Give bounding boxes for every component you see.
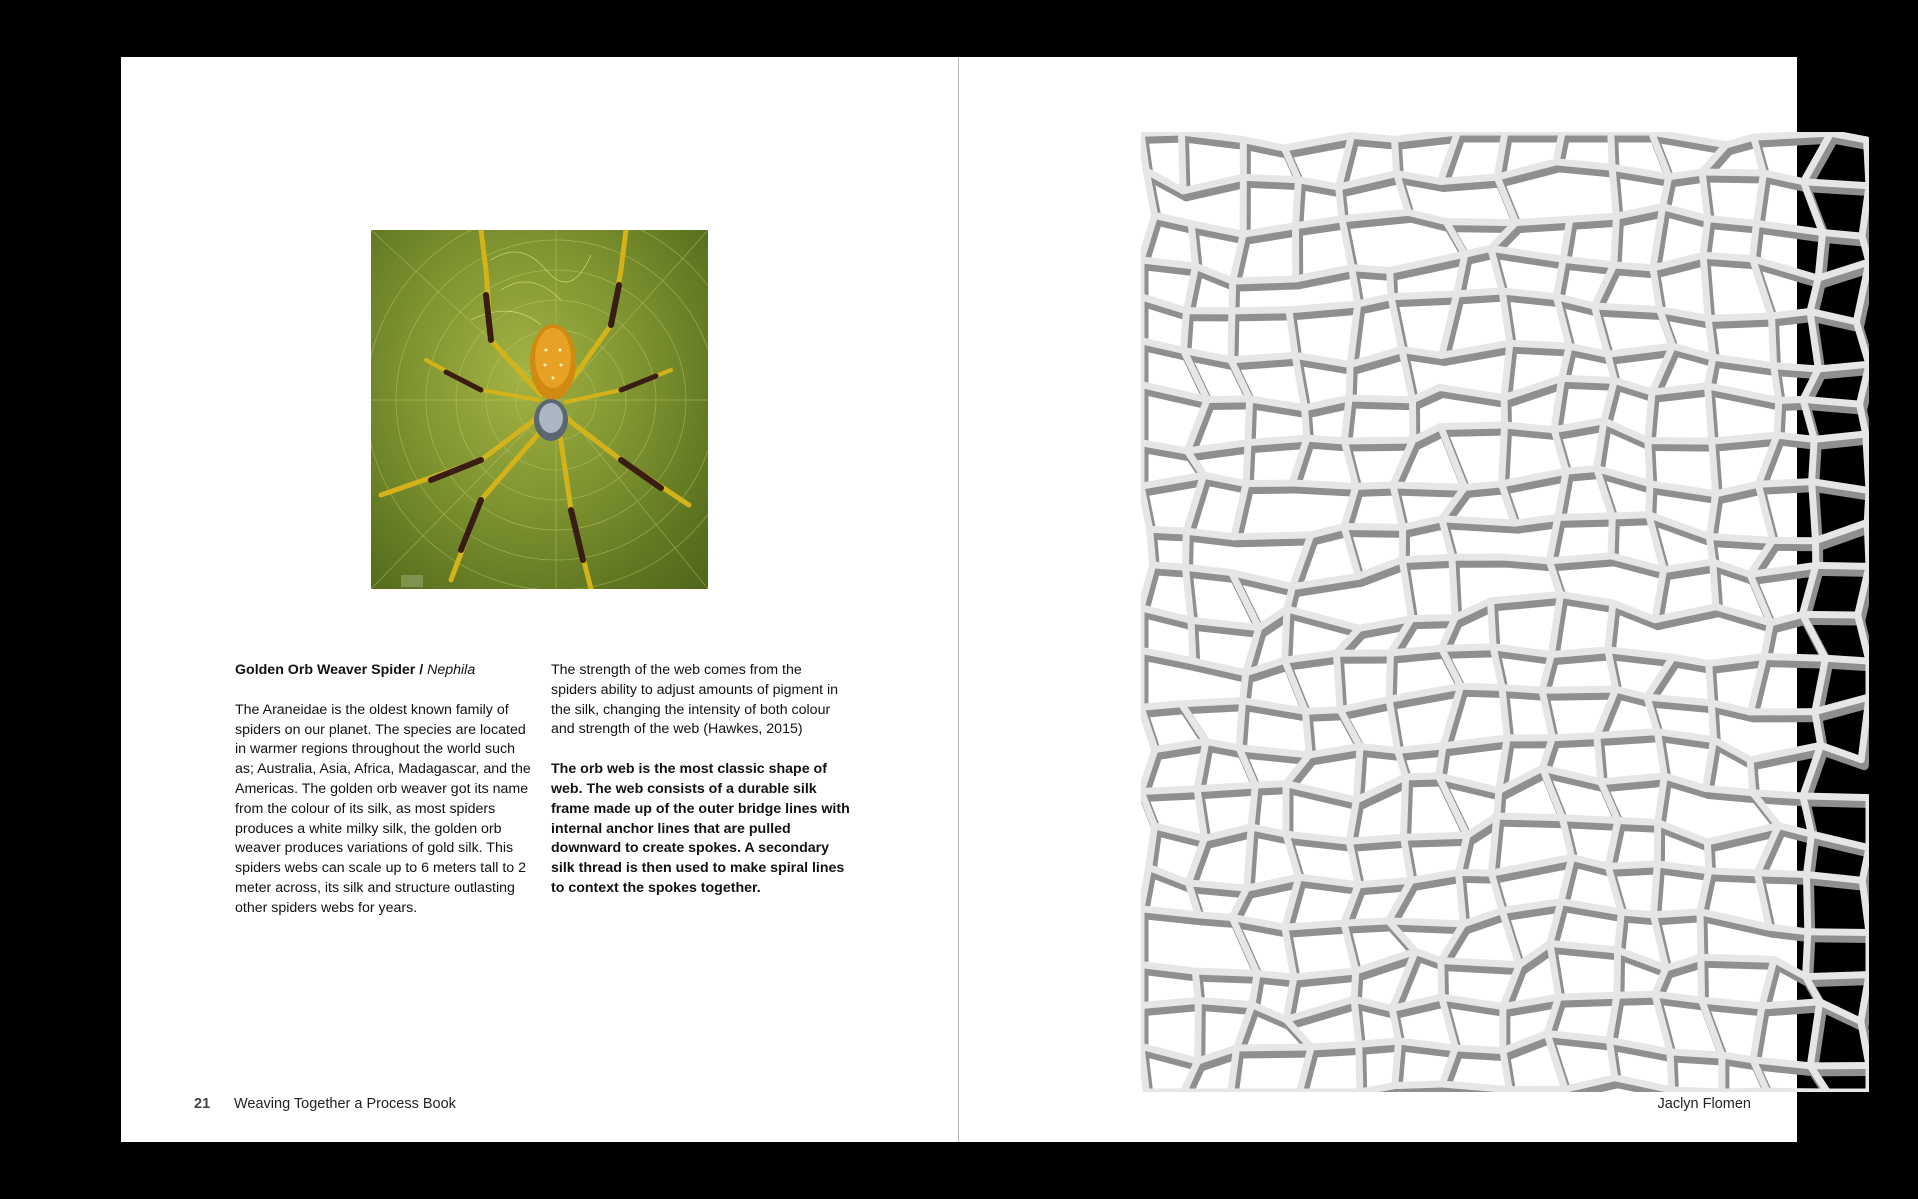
column-right [551, 661, 851, 899]
body-paragraph-orb-web: The orb web is the most classic shape of web. The web consists of a durable silk frame made up of the outer bridge lines with internal anchor lines that are pulled downward to create spokes. A secondary silk thread is then used to make spiral lines to context the spokes together. [551, 761, 850, 896]
body-paragraph-strength: The strength of the web comes from the spiders ability to adjust amounts of pigment in the silk, changing the intensity of both colour and strength of the web (Hawkes, 2015) [551, 662, 839, 738]
book-spread [121, 57, 1797, 1142]
body-paragraph: The Araneidae is the oldest known family of spiders on our planet. The species are located in warmer regions throughout the world such as; Australia, Asia, Africa, Madagascar, and the Americas. The golden orb weaver got its name from the colour of its silk, as most spiders produces a white milky silk, the golden orb weaver produces variations of gold silk. This spiders webs can scale up to 6 meters tall to 2 meter across, its silk and structure outlasting other spiders webs for years. [235, 701, 531, 916]
spider-photo [371, 230, 708, 589]
right-page [959, 57, 1797, 1142]
book-title: Weaving Together a Process Book [234, 1096, 456, 1112]
column-left [235, 661, 535, 919]
section-heading [235, 661, 535, 681]
left-page [121, 57, 958, 1142]
heading-genus: Nephila [427, 662, 476, 678]
heading-title: Golden Orb Weaver Spider / [235, 662, 428, 678]
page-number: 21 [194, 1096, 211, 1112]
web-lattice-artwork [1141, 132, 1869, 1092]
author-name: Jaclyn Flomen [1657, 1096, 1751, 1112]
